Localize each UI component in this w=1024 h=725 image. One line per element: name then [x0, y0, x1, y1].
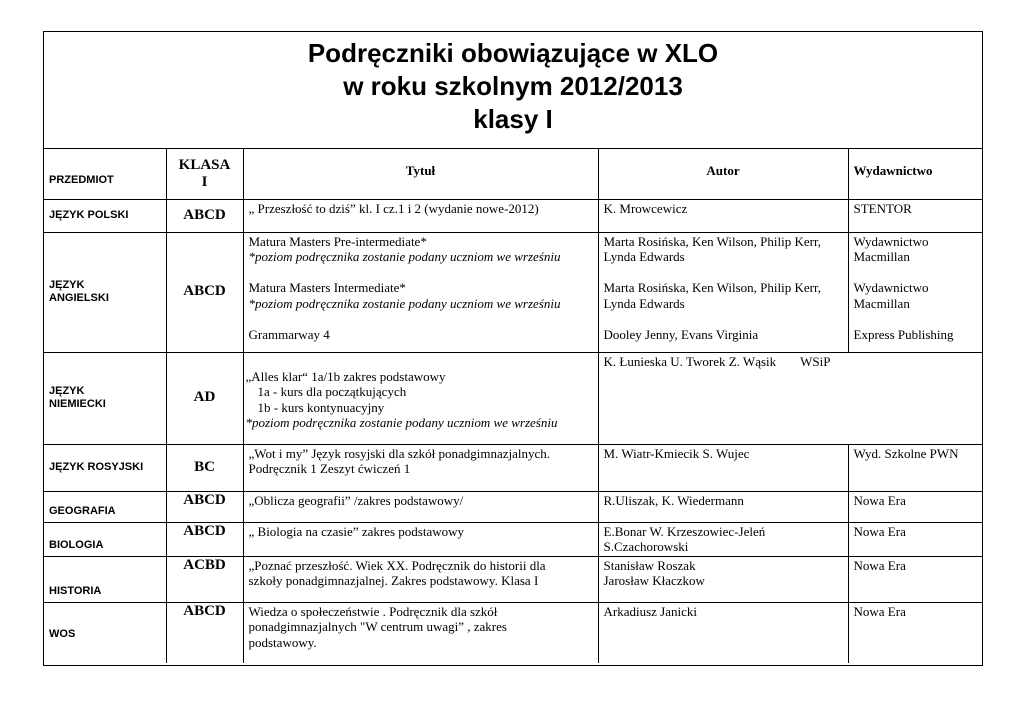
klasa-cell: ABCD — [166, 232, 243, 352]
table-row — [44, 522, 982, 556]
klasa-cell: ABCD — [166, 522, 243, 556]
subject-cell: GEOGRAFIA — [44, 491, 166, 522]
document-title — [44, 32, 982, 149]
wydawnictwo-cell: Wydawnictwo Macmillan Wydawnictwo Macmillan Express Publishing — [848, 232, 982, 352]
subject-cell: JĘZYK ANGIELSKI — [44, 232, 166, 352]
wydawnictwo-cell: Wyd. Szkolne PWN — [848, 444, 982, 491]
header-klasa: KLASA I — [166, 149, 243, 199]
wydawnictwo-cell: STENTOR — [848, 199, 982, 232]
table-row — [44, 491, 982, 522]
subject-cell: BIOLOGIA — [44, 522, 166, 556]
title-line-3: klasy I — [473, 104, 553, 134]
tytul-cell: Matura Masters Pre-intermediate* *poziom podręcznika zostanie podany uczniom we wrześniu Matura Masters Intermediate* *poziom podręcznika zostanie podany uczniom we wrześniu Grammarway 4 — [243, 232, 598, 352]
table-row — [44, 352, 982, 444]
autor-cell: Stanisław Roszak Jarosław Kłaczkow — [598, 556, 848, 602]
title-line-1: Podręczniki obowiązujące w XLO — [307, 38, 719, 68]
klasa-cell: ACBD — [166, 556, 243, 602]
wydawnictwo-cell: Nowa Era — [848, 491, 982, 522]
table-row — [44, 199, 982, 232]
subject-cell: JĘZYK ROSYJSKI — [44, 444, 166, 491]
klasa-cell: ABCD — [166, 602, 243, 663]
autor-cell: Arkadiusz Janicki — [598, 602, 848, 663]
header-autor: Autor — [598, 149, 848, 199]
tytul-cell: „Wot i my” Język rosyjski dla szkół ponadgimnazjalnych. Podręcznik 1 Zeszyt ćwiczeń 1 — [243, 444, 598, 491]
tytul-cell: „Oblicza geografii” /zakres podstawowy/ — [243, 491, 598, 522]
tytul-cell: „ Przeszłość to dziś” kl. I cz.1 i 2 (wydanie nowe-2012) — [243, 199, 598, 232]
title-line-2: w roku szkolnym 2012/2013 — [343, 71, 683, 101]
tytul-cell: Wiedza o społeczeństwie . Podręcznik dla szkół ponadgimnazjalnych "W centrum uwagi” , zakres podstawowy. — [243, 602, 598, 663]
document-page — [43, 31, 983, 666]
klasa-cell: AD — [166, 352, 243, 444]
textbook-table — [44, 149, 982, 663]
subject-cell: HISTORIA — [44, 556, 166, 602]
subject-cell: JĘZYK NIEMIECKI — [44, 352, 166, 444]
klasa-cell: BC — [166, 444, 243, 491]
table-header-row — [44, 149, 982, 199]
header-przedmiot: PRZEDMIOT — [44, 149, 166, 199]
wydawnictwo-cell: Nowa Era — [848, 556, 982, 602]
tytul-cell: „Poznać przeszłość. Wiek XX. Podręcznik do historii dla szkoły ponadgimnazjalnej. Zakres podstawowy. Klasa I — [243, 556, 598, 602]
table-row — [44, 556, 982, 602]
subject-cell: JĘZYK POLSKI — [44, 199, 166, 232]
autor-cell: R.Uliszak, K. Wiedermann — [598, 491, 848, 522]
autor-cell: Marta Rosińska, Ken Wilson, Philip Kerr, Lynda Edwards Marta Rosińska, Ken Wilson, Philip Kerr, Lynda Edwards Dooley Jenny, Evans Virginia — [598, 232, 848, 352]
tytul-cell: „ Biologia na czasie” zakres podstawowy — [243, 522, 598, 556]
table-row — [44, 444, 982, 491]
autor-text: K. Łunieska U. Tworek Z. Wąsik — [603, 353, 777, 369]
autor-cell: M. Wiatr-Kmiecik S. Wujec — [598, 444, 848, 491]
wydawnictwo-text: WSiP — [800, 353, 831, 369]
tytul-cell: „Alles klar“ 1a/1b zakres podstawowy 1a - kurs dla początkujących 1b - kurs kontynuacyjny *poziom podręcznika zostanie podany uczniom we wrześniu — [243, 352, 598, 444]
klasa-cell: ABCD — [166, 199, 243, 232]
klasa-cell: ABCD — [166, 491, 243, 522]
header-wydawnictwo: Wydawnictwo — [848, 149, 982, 199]
autor-cell: K. Mrowcewicz — [598, 199, 848, 232]
header-tytul: Tytuł — [243, 149, 598, 199]
autor-cell: E.Bonar W. Krzeszowiec-Jeleń S.Czachorowski — [598, 522, 848, 556]
wydawnictwo-cell: Nowa Era — [848, 602, 982, 663]
autor-wydawnictwo-cell — [598, 352, 982, 444]
table-row — [44, 232, 982, 352]
table-row — [44, 602, 982, 663]
subject-cell: WOS — [44, 602, 166, 663]
wydawnictwo-cell: Nowa Era — [848, 522, 982, 556]
